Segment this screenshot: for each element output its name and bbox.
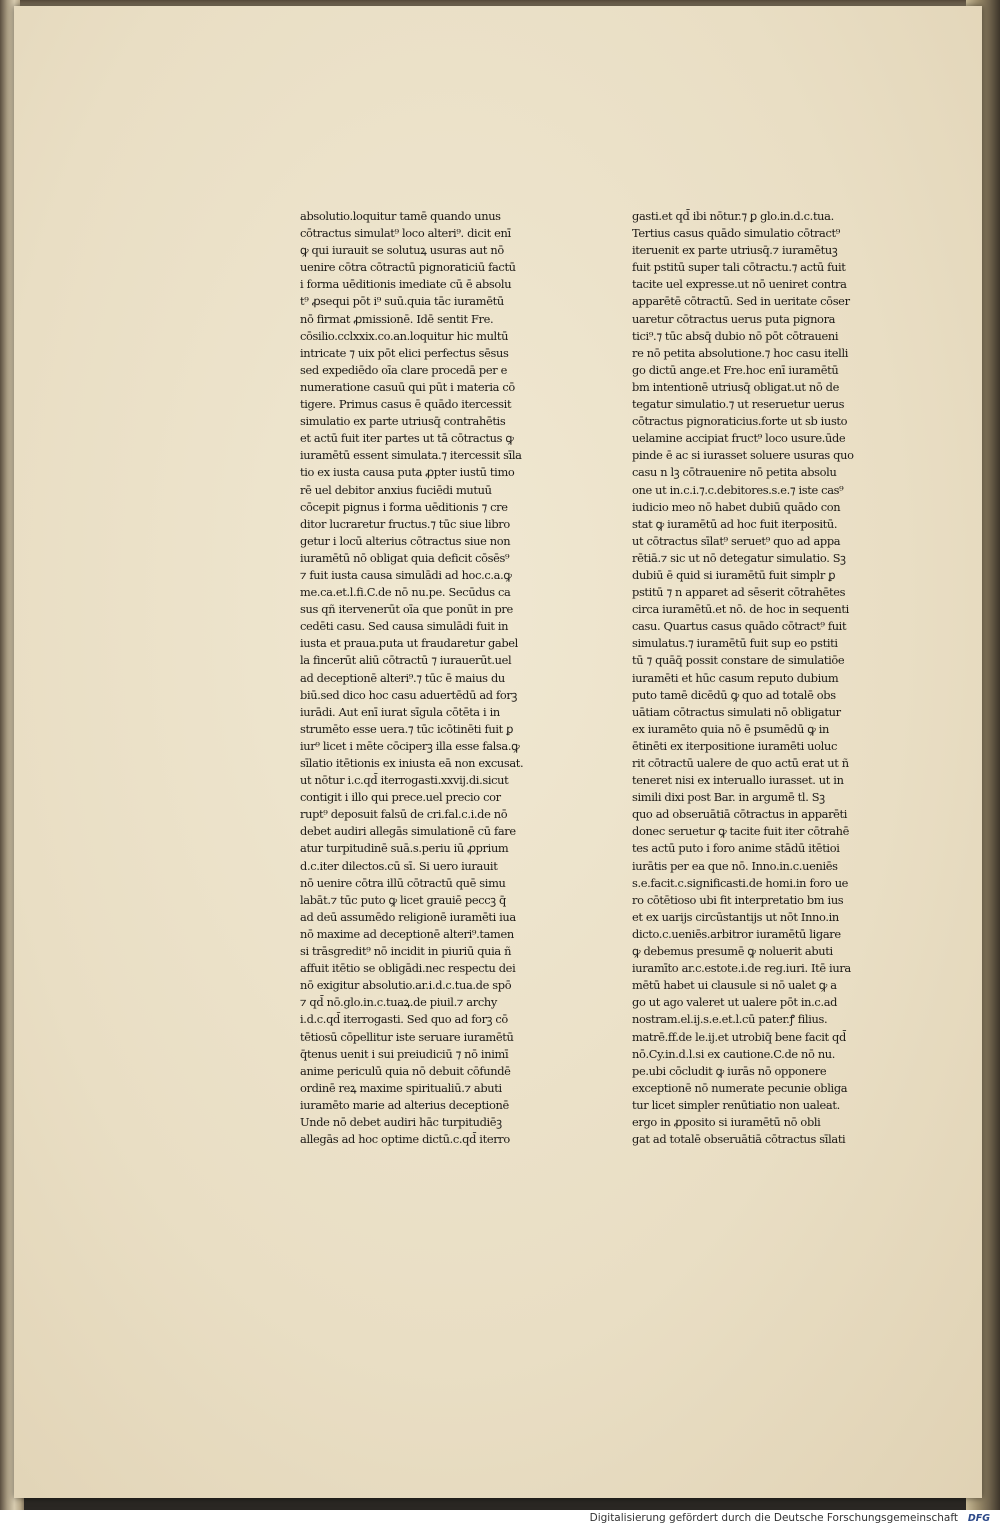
text-line: debet audiri allegās simulationē cū fare bbox=[300, 824, 516, 839]
text-line: d.c.iter dilectos.cū sī. Si uero iurauit bbox=[300, 858, 498, 873]
text-line: nō firmat ꝓmissionē. Idē sentit Fre. bbox=[300, 311, 494, 326]
text-line: simili dixi post Bar. in argumē tl. Sꝫ bbox=[632, 790, 825, 805]
text-line: casu. Quartus casus quādo cōtract⁹ fuit bbox=[632, 619, 847, 634]
text-line: tici⁹.⁊ tūc absq̄ dubio nō pōt cōtraueni bbox=[632, 328, 839, 343]
text-line: sed expediēdo oīa clare procedā per e bbox=[300, 362, 507, 377]
text-line: ro cōtētioso ubi fit interpretatio bm ius bbox=[632, 892, 844, 907]
text-line: nō exigitur absolutio.ar.i.d.c.tua.de spō bbox=[300, 978, 512, 993]
text-line: rit cōtractū ualere de quo actū erat ut ñ bbox=[632, 756, 849, 770]
text-line: donec seruetur ꝙ tacite fuit iter cōtrahē bbox=[632, 824, 850, 839]
text-line: dubiū ē quid si iuramētū fuit simplr ꝑ bbox=[632, 567, 836, 582]
text-line: gat ad totalē obseruātiā cōtractus sīlati bbox=[632, 1132, 846, 1147]
text-line: rē uel debitor anxius fuciēdi mutuū bbox=[300, 482, 492, 497]
text-line: ditor lucraretur fructus.⁊ tūc siue libro bbox=[300, 516, 510, 531]
text-line: quo ad obseruātiā cōtractus in apparēti bbox=[632, 807, 848, 822]
text-line: tacite uel expresse.ut nō ueniret contra bbox=[632, 277, 847, 292]
text-line: mētū habet ui clausule si nō ualet ꝙ a bbox=[632, 978, 837, 993]
text-line: cōsilio.cclxxix.co.an.loquitur hic multū bbox=[300, 328, 509, 343]
text-line: ꝙ debemus presumē ꝙ noluerit abuti bbox=[632, 944, 833, 959]
text-line: teneret nisi ex interuallo iurasset. ut in bbox=[632, 773, 844, 788]
text-line: nostram.el.ij.s.e.et.l.cū pater.ꝭ filius. bbox=[632, 1012, 828, 1027]
text-line: nō uenire cōtra illū cōtractū quē simu bbox=[300, 875, 506, 890]
text-line: anime periculū quia nō debuit cōfundē bbox=[300, 1063, 511, 1078]
text-line: tū ⁊ quāq̄ possit constare de simulatiōe bbox=[632, 653, 845, 668]
text-line: puto tamē dicēdū ꝙ quo ad totalē obs bbox=[632, 687, 836, 702]
text-line: tur licet simpler renūtiatio non ualeat. bbox=[632, 1097, 840, 1112]
text-column-left bbox=[300, 208, 540, 1148]
text-line: nō maxime ad deceptionē alteri⁹.tamen bbox=[300, 926, 514, 941]
text-line: exceptionē nō numerate pecunie obliga bbox=[632, 1080, 848, 1095]
text-line: q̄tenus uenit i sui preiudiciū ⁊ nō inimī bbox=[300, 1046, 509, 1061]
text-line: sīlatio itētionis ex iniusta eā non excusat. bbox=[300, 756, 524, 770]
text-line: ⁊ qd̄ nō.glo.in.c.tuaꝝ.de piuil.⁊ archy bbox=[300, 995, 497, 1010]
text-line: tegatur simulatio.⁊ ut reseruetur uerus bbox=[632, 397, 845, 412]
text-line: ⁊ fuit iusta causa simulādi ad hoc.c.a.ꝙ bbox=[300, 567, 512, 582]
text-line: ut nōtur i.c.qd̄ iterrogasti.xxvij.di.sicut bbox=[300, 773, 509, 788]
text-line: cōcepit pignus i forma uēditionis ⁊ cre bbox=[300, 499, 508, 514]
text-line: gasti.et qd̄ ibi nōtur.⁊ ꝑ glo.in.d.c.tua. bbox=[632, 209, 834, 223]
text-line: iuramētū essent simulata.⁊ itercessit sīla bbox=[300, 448, 522, 463]
text-line: me.ca.et.l.fi.C.de nō nu.pe. Secūdus ca bbox=[300, 585, 511, 600]
text-line: ꝙ qui iurauit se solutuꝝ usuras aut nō bbox=[300, 243, 504, 258]
text-line: ordinē reꝝ maxime spiritualiū.⁊ abuti bbox=[300, 1080, 502, 1095]
text-line: i.d.c.qd̄ iterrogasti. Sed quo ad forꝫ cō bbox=[300, 1012, 508, 1027]
text-line: nō.Cy.in.d.l.si ex cautione.C.de nō nu. bbox=[632, 1046, 836, 1061]
text-line: tes actū puto i foro anime stādū itētioi bbox=[632, 841, 840, 856]
text-line: iuramēto marie ad alterius deceptionē bbox=[300, 1097, 509, 1112]
text-line: cōtractus pignoraticius.forte ut sb iusto bbox=[632, 414, 848, 429]
text-line: strumēto esse uera.⁊ tūc icōtinēti fuit ꝑ bbox=[300, 721, 514, 736]
text-line: iurātis per ea que nō. Inno.in.c.ueniēs bbox=[632, 858, 838, 873]
funding-credit: Digitalisierung gefördert durch die Deutsche Forschungsgemeinschaft bbox=[589, 1512, 958, 1524]
text-line: ad deū assumēdo religionē iuramēti iua bbox=[300, 909, 516, 924]
text-line: ergo in ꝓposito si iuramētū nō obli bbox=[632, 1114, 821, 1129]
text-line: bm intentionē utriusq̄ obligat.ut nō de bbox=[632, 379, 840, 394]
text-line: casu n lꝫ cōtrauenire nō petita absolu bbox=[632, 465, 837, 480]
text-line: iudicio meo nō habet dubiū quādo con bbox=[632, 499, 841, 514]
text-line: uelamine accipiat fruct⁹ loco usure.ūde bbox=[632, 431, 846, 446]
text-line: intricate ⁊ uix pōt elici perfectus sēsus bbox=[300, 345, 509, 360]
text-line: t⁹ ꝓsequi pōt i⁹ suū.quia tāc iuramētū bbox=[300, 294, 504, 309]
text-line: tio ex iusta causa puta ꝓpter iustū timo bbox=[300, 465, 515, 480]
text-line: simulatio ex parte utriusq̄ contrahētis bbox=[300, 414, 506, 429]
footer-bar bbox=[0, 1510, 1000, 1529]
text-line: s.e.facit.c.significasti.de homi.in foro ue bbox=[632, 875, 849, 890]
text-line: tētiosū cōpellitur iste seruare iuramētū bbox=[300, 1029, 514, 1044]
text-line: iur⁹ licet i mēte cōciperꝫ illa esse falsa.ꝙ bbox=[300, 738, 520, 753]
text-line: labāt.⁊ tūc puto ꝙ licet grauiē peccꝫ q̄ bbox=[300, 892, 506, 907]
text-line: go dictū ange.et Fre.hoc enī iuramētū bbox=[632, 362, 839, 377]
text-line: pe.ubi cōcludit ꝙ iurās nō opponere bbox=[632, 1063, 827, 1078]
text-line: ētinēti ex iterpositione iuramēti uoluc bbox=[632, 738, 837, 753]
text-line: tigere. Primus casus ē quādo itercessit bbox=[300, 397, 512, 412]
text-line: la fincerūt aliū cōtractū ⁊ iurauerūt.uel bbox=[300, 653, 512, 668]
text-line: getur i locū alterius cōtractus siue non bbox=[300, 533, 511, 548]
text-line: uaretur cōtractus uerus puta pignora bbox=[632, 311, 836, 326]
text-line: i forma uēditionis imediate cū ē absolu bbox=[300, 277, 512, 292]
text-line: stat ꝙ iuramētū ad hoc fuit iterpositū. bbox=[632, 516, 838, 531]
text-line: iuramētū nō obligat quia deficit cōsēs⁹ bbox=[300, 550, 510, 565]
text-line: absolutio.loquitur tamē quando unus bbox=[300, 209, 501, 223]
text-line: et actū fuit iter partes ut tā cōtractus ꝙ bbox=[300, 431, 514, 446]
text-line: biū.sed dico hoc casu aduertēdū ad forꝫ bbox=[300, 687, 517, 702]
text-line: re nō petita absolutione.⁊ hoc casu itelli bbox=[632, 345, 849, 360]
text-line: rētiā.⁊ sic ut nō detegatur simulatio. Sꝫ bbox=[632, 550, 846, 565]
text-line: atur turpitudinē suā.s.periu iū ꝓprium bbox=[300, 841, 509, 856]
text-line: ex iuramēto quia nō ē psumēdū ꝙ in bbox=[632, 721, 829, 736]
text-line: one ut in.c.i.⁊.c.debitores.s.e.⁊ iste cas⁹ bbox=[632, 482, 844, 497]
text-line: go ut ago valeret ut ualere pōt in.c.ad bbox=[632, 995, 838, 1010]
text-line: numeratione casuū qui pūt i materia cō bbox=[300, 379, 515, 394]
text-line: ad deceptionē alteri⁹.⁊ tūc ē maius du bbox=[300, 670, 505, 685]
text-line: iusta et praua.puta ut fraudaretur gabel bbox=[300, 636, 518, 651]
text-line: iurādi. Aut enī iurat sīgula cōtēta i in bbox=[300, 704, 500, 719]
text-line: rupt⁹ deposuit falsū de cri.fal.c.i.de nō bbox=[300, 807, 508, 822]
text-line: affuit itētio se obligādi.nec respectu dei bbox=[300, 961, 516, 976]
text-line: circa iuramētū.et nō. de hoc in sequenti bbox=[632, 602, 849, 617]
text-line: Unde nō debet audiri hāc turpitudiēꝫ bbox=[300, 1114, 502, 1129]
text-column-right bbox=[632, 208, 872, 1148]
text-line: uenire cōtra cōtractū pignoraticiū factū bbox=[300, 260, 516, 275]
text-line: uātiam cōtractus simulati nō obligatur bbox=[632, 704, 841, 719]
text-line: si trāsgredit⁹ nō incidit in piuriū quia ñ bbox=[300, 944, 512, 959]
text-line: Tertius casus quādo simulatio cōtract⁹ bbox=[632, 226, 840, 241]
text-line: iuramēti et hūc casum reputo dubium bbox=[632, 670, 839, 685]
text-line: iteruenit ex parte utriusq̄.⁊ iuramētuꝫ bbox=[632, 243, 838, 258]
text-line: apparētē cōtractū. Sed in ueritate cōser bbox=[632, 294, 850, 309]
text-line: simulatus.⁊ iuramētū fuit sup eo pstiti bbox=[632, 636, 838, 651]
text-line: sus qñ itervenerūt oīa que ponūt in pre bbox=[300, 602, 513, 617]
text-line: pinde ē ac si iurasset soluere usuras quo bbox=[632, 448, 854, 463]
text-line: fuit pstitū super tali cōtractu.⁊ actū fuit bbox=[632, 260, 846, 275]
text-line: dicto.c.ueniēs.arbitror iuramētū ligare bbox=[632, 926, 841, 941]
text-line: pstitū ⁊ n apparet ad sēserit cōtrahētes bbox=[632, 585, 846, 600]
text-line: cedēti casu. Sed causa simulādi fuit in bbox=[300, 619, 509, 634]
text-line: contigit i illo qui prece.uel precio cor bbox=[300, 790, 501, 805]
text-line: iuramīto ar.c.estote.i.de reg.iuri. Itē iura bbox=[632, 961, 851, 976]
text-line: et ex uarijs circūstantijs ut nōt Inno.in bbox=[632, 909, 839, 924]
dfg-logo: DFG bbox=[967, 1513, 991, 1524]
text-line: ut cōtractus sīlat⁹ seruet⁹ quo ad appa bbox=[632, 533, 841, 548]
text-line: allegās ad hoc optime dictū.c.qd̄ iterro bbox=[300, 1132, 510, 1147]
text-line: matrē.ff.de le.ij.et utrobiq̄ bene facit qd̄ bbox=[632, 1029, 846, 1044]
text-line: cōtractus simulat⁹ loco alteri⁹. dicit enī bbox=[300, 226, 511, 241]
